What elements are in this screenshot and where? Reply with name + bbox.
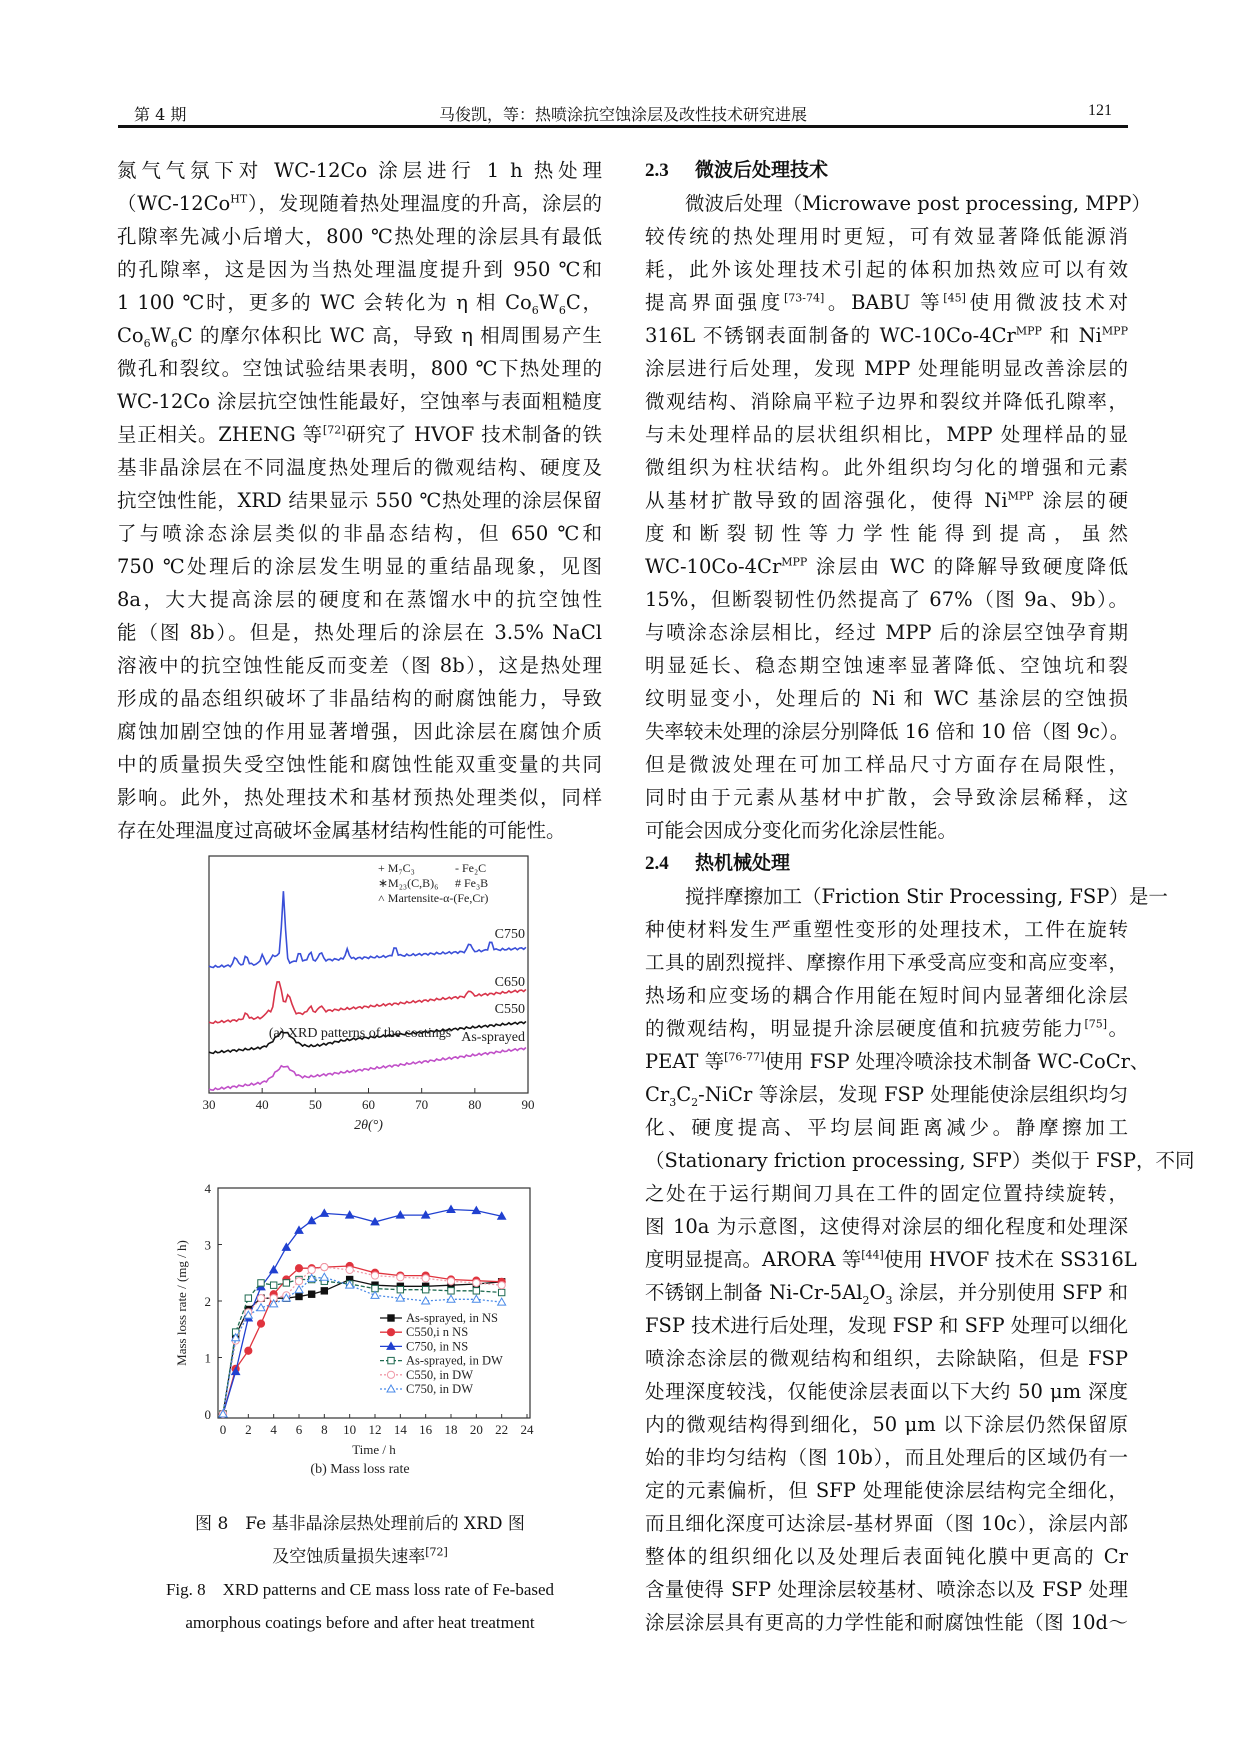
svg-text:- Fe₂C: - Fe₂C: [455, 861, 487, 875]
text-line: 316L 不锈钢表面制备的 $WC-10Co-4Cr^{MPP}$ 和 $Ni^{MPP}$: [645, 324, 1128, 347]
page-number: 121: [1088, 102, 1112, 119]
figure-caption-en: [130, 1573, 590, 1639]
text-line: 度和断裂韧性等力学性能得到提高，虽然: [645, 522, 1128, 545]
svg-text:C650: C650: [494, 975, 525, 990]
text-line: 中的质量损失受空蚀性能和腐蚀性能双重变量的共同: [117, 753, 602, 776]
svg-text:14: 14: [393, 1422, 407, 1437]
text-line: 始的非均匀结构（图 10b），而且处理后的区域仍有一: [645, 1446, 1128, 1469]
text-line: 失率较未处理的涂层分别降低 16 倍和 10 倍（图 9c）。: [645, 720, 1130, 743]
text-line: 呈正相关。ZHENG 等[72]研究了 HVOF 技术制备的铁: [117, 423, 602, 446]
text-line: 而且细化深度可达涂层-基材界面（图 10c），涂层内部: [645, 1512, 1128, 1535]
svg-text:Mass loss rate / (mg / h): Mass loss rate / (mg / h): [174, 1240, 189, 1366]
text-line: 涂层涂层具有更高的力学性能和耐腐蚀性能（图 10d～: [645, 1611, 1128, 1634]
text-line: 溶液中的抗空蚀性能反而变差（图 8b），这是热处理: [117, 654, 602, 677]
header-rule: [118, 125, 1128, 128]
text-line: 能（图 8b）。但是，热处理后的涂层在 3.5% NaCl: [117, 621, 602, 644]
text-line: $(WC-12Co^{HT})$，发现随着热处理温度的升高，涂层的: [117, 192, 602, 215]
text-line: 与未处理样品的层状组织相比，MPP 处理样品的显: [645, 423, 1128, 446]
svg-text:6: 6: [295, 1422, 303, 1437]
text-line: 存在处理温度过高破坏金属基材结构性能的可能性。: [117, 819, 566, 842]
text-line: （Stationary friction processing, SFP）类似于 FSP，不同: [645, 1149, 1195, 1172]
text-line: 搅拌摩擦加工（Friction Stir Processing, FSP）是一: [685, 885, 1168, 908]
text-line: 微孔和裂纹。空蚀试验结果表明，800 ℃下热处理的: [117, 357, 602, 380]
svg-text:+ M₇C₃: + M₇C₃: [378, 861, 415, 875]
text-line: 的孔隙率，这是因为当热处理温度提升到 950 ℃和: [117, 258, 602, 281]
text-line: $Cr_3C_2$-NiCr 等涂层，发现 FSP 处理能使涂层组织均匀: [645, 1083, 1128, 1109]
svg-text:0: 0: [204, 1407, 211, 1422]
svg-text:C550: C550: [494, 1002, 525, 1017]
svg-text:0: 0: [219, 1422, 227, 1437]
text-line: 基非晶涂层在不同温度热处理后的微观结构、硬度及: [117, 456, 602, 479]
text-line: 种使材料发生严重塑性变形的处理技术，工件在旋转: [645, 918, 1128, 941]
svg-text:90: 90: [521, 1097, 535, 1112]
text-line: 750 ℃处理后的涂层发生明显的重结晶现象，见图: [117, 555, 602, 578]
text-line: 的微观结构，明显提升涂层硬度值和抗疲劳能力[75]。: [645, 1017, 1128, 1040]
svg-text:∗M₂₃(C,B)₆: ∗M₂₃(C,B)₆: [378, 876, 439, 890]
running-title: 马俊凯，等：热喷涂抗空蚀涂层及改性技术研究进展: [438, 105, 807, 124]
mass-loss-chart: [140, 1150, 580, 1457]
text-line: 热场和应变场的耦合作用能在短时间内显著细化涂层: [645, 984, 1128, 1007]
svg-text:As-sprayed: As-sprayed: [461, 1030, 525, 1045]
text-line: 含量使得 SFP 处理涂层较基材、喷涂态以及 FSP 处理: [645, 1578, 1128, 1601]
svg-text:1: 1: [204, 1350, 211, 1366]
svg-text:12: 12: [368, 1422, 382, 1437]
text-line: 整体的组织细化以及处理后表面钝化膜中更高的 Cr: [645, 1545, 1128, 1568]
svg-text:8: 8: [321, 1422, 328, 1437]
text-line: 从基材扩散导致的固溶强化，使得 $Ni^{MPP}$ 涂层的硬: [645, 489, 1128, 512]
running-header: [118, 98, 1128, 126]
text-line: 但是微波处理在可加工样品尺寸方面存在局限性，: [645, 753, 1128, 776]
text-line: 了与喷涂态涂层类似的非晶态结构，但 650 ℃和: [117, 522, 602, 545]
text-line: 腐蚀加剧空蚀的作用显著增强，因此涂层在腐蚀介质: [117, 720, 602, 743]
caption-cn-line2: 及空蚀质量损失速率[72]: [272, 1545, 448, 1567]
text-line: $WC-10Co-4Cr^{MPP}$ 涂层由 WC 的降解导致硬度降低: [645, 555, 1128, 578]
text-line: 微组织为柱状结构。此外组织均匀化的增强和元素: [645, 456, 1128, 479]
svg-text:40: 40: [255, 1097, 269, 1112]
xrd-chart: [140, 842, 580, 1133]
text-line: 微观结构、消除扁平粒子边界和裂纹并降低孔隙率，: [645, 390, 1128, 413]
svg-text:˄ Martensite-α-(Fe,Cr): ˄ Martensite-α-(Fe,Cr): [378, 891, 489, 905]
svg-text:C550,i n NS: C550,i n NS: [406, 1325, 469, 1340]
svg-text:C750, in DW: C750, in DW: [406, 1382, 474, 1396]
svg-text:C550, in DW: C550, in DW: [406, 1367, 474, 1382]
svg-text:3: 3: [204, 1237, 211, 1253]
svg-text:C750, in NS: C750, in NS: [406, 1339, 469, 1354]
issue-label: 第 4 期: [134, 105, 187, 124]
text-line: 处理深度较浅，仅能使涂层表面以下大约 50 μm 深度: [645, 1380, 1128, 1403]
text-line: 度明显提高。ARORA 等[44]使用 HVOF 技术在 SS316L: [645, 1248, 1137, 1271]
text-line: 纹明显变小，处理后的 Ni 和 WC 基涂层的空蚀损: [645, 687, 1128, 710]
text-line: 形成的晶态组织破坏了非晶结构的耐腐蚀能力，导致: [117, 687, 602, 710]
svg-text:16: 16: [419, 1422, 433, 1437]
svg-text:As-sprayed, in DW: As-sprayed, in DW: [406, 1353, 503, 1368]
svg-text:70: 70: [415, 1097, 429, 1112]
svg-text:4: 4: [204, 1181, 211, 1196]
text-line: 提高界面强度[73-74]。BABU 等[45]使用微波技术对: [645, 291, 1128, 314]
svg-text:2: 2: [204, 1294, 211, 1309]
text-line: WC-12Co 涂层抗空蚀性能最好，空蚀率与表面粗糙度: [117, 390, 602, 413]
text-line: 定的元素偏析，但 SFP 处理能使涂层结构完全细化，: [645, 1479, 1128, 1502]
text-line: 可能会因成分变化而劣化涂层性能。: [645, 819, 958, 842]
svg-text:Time / h: Time / h: [352, 1442, 396, 1457]
caption-cn-line1: 图 8 Fe 基非晶涂层热处理前后的 XRD 图: [195, 1514, 525, 1534]
text-line: 工具的剧烈搅拌、摩擦作用下承受高应变和高应变率，: [645, 951, 1128, 974]
text-line: 微波后处理（Microwave post processing, MPP）: [685, 192, 1151, 215]
svg-text:2: 2: [245, 1422, 252, 1437]
svg-text:2θ(°): 2θ(°): [354, 1118, 383, 1133]
text-line: 氮气气氛下对 WC-12Co 涂层进行 1 h 热处理: [117, 159, 602, 182]
text-line: 抗空蚀性能，XRD 结果显示 550 ℃热处理的涂层保留: [117, 489, 602, 512]
section-heading-2-4: 2.4 热机械处理: [645, 852, 791, 874]
svg-text:18: 18: [444, 1422, 458, 1437]
svg-text:# Fe₃B: # Fe₃B: [455, 876, 489, 890]
right-text-column: [645, 154, 1195, 1639]
svg-text:As-sprayed, in NS: As-sprayed, in NS: [406, 1311, 499, 1325]
text-line: 1 100 ℃时，更多的 WC 会转化为 η 相 $Co_6W_6C$，: [117, 291, 603, 317]
text-line: 耗，此外该处理技术引起的体积加热效应可以有效: [645, 258, 1128, 281]
text-line: $Co_6W_6C$ 的摩尔体积比 WC 高，导致 η 相周围易产生: [117, 324, 602, 350]
text-line: 8a，大大提高涂层的硬度和在蒸馏水中的抗空蚀性: [117, 588, 602, 611]
text-line: 不锈钢上制备 $Ni-Cr-5Al_2O_3$ 涂层，并分别使用 SFP 和: [645, 1281, 1128, 1307]
svg-text:20: 20: [469, 1422, 483, 1437]
svg-text:24: 24: [520, 1422, 534, 1437]
svg-text:50: 50: [308, 1097, 322, 1112]
text-line: 孔隙率先减小后增大，800 ℃热处理的涂层具有最低: [117, 225, 602, 248]
subcaption-a: (a) XRD patterns of the coatings: [268, 1026, 452, 1041]
caption-en-line2: amorphous coatings before and after heat treatment: [185, 1613, 535, 1632]
text-line: 内的微观结构得到细化，50 μm 以下涂层仍然保留原: [645, 1413, 1128, 1436]
svg-text:C750: C750: [494, 927, 525, 942]
text-line: 之处在于运行期间刀具在工件的固定位置持续旋转，: [645, 1182, 1128, 1205]
text-line: 明显延长、稳态期空蚀速率显著降低、空蚀坑和裂: [645, 654, 1128, 677]
text-line: 15%，但断裂韧性仍然提高了 67%（图 9a、9b）。: [645, 588, 1128, 611]
text-line: 涂层进行后处理，发现 MPP 处理能明显改善涂层的: [645, 357, 1128, 380]
text-line: 图 10a 为示意图，这使得对涂层的细化程度和处理深: [645, 1215, 1128, 1238]
svg-text:60: 60: [362, 1097, 375, 1112]
section-heading-2-3: 2.3 微波后处理技术: [645, 159, 829, 181]
svg-text:30: 30: [202, 1097, 216, 1112]
left-text-column: [117, 154, 602, 847]
svg-text:10: 10: [343, 1422, 357, 1437]
text-line: 影响。此外，热处理技术和基材预热处理类似，同样: [117, 786, 602, 809]
text-line: 较传统的热处理用时更短，可有效显著降低能源消: [645, 225, 1128, 248]
svg-text:4: 4: [270, 1422, 277, 1437]
svg-text:80: 80: [468, 1097, 482, 1112]
svg-text:22: 22: [495, 1422, 509, 1437]
figure-caption-cn: [140, 1508, 580, 1574]
subcaption-b: (b) Mass loss rate: [310, 1462, 410, 1477]
text-line: 同时由于元素从基材中扩散，会导致涂层稀释，这: [645, 786, 1128, 809]
caption-en-line1: Fig. 8 XRD patterns and CE mass loss rate of Fe-based: [165, 1580, 555, 1599]
text-line: 化、硬度提高、平均层间距离减少。静摩擦加工: [645, 1116, 1128, 1139]
text-line: FSP 技术进行后处理，发现 FSP 和 SFP 处理可以细化: [645, 1314, 1128, 1337]
text-line: 与喷涂态涂层相比，经过 MPP 后的涂层空蚀孕育期: [645, 621, 1128, 644]
text-line: PEAT 等[76-77]使用 FSP 处理冷喷涂技术制备 WC-CoCr、: [645, 1050, 1150, 1073]
text-line: 喷涂态涂层的微观结构和组织，去除缺陷，但是 FSP: [645, 1347, 1128, 1370]
